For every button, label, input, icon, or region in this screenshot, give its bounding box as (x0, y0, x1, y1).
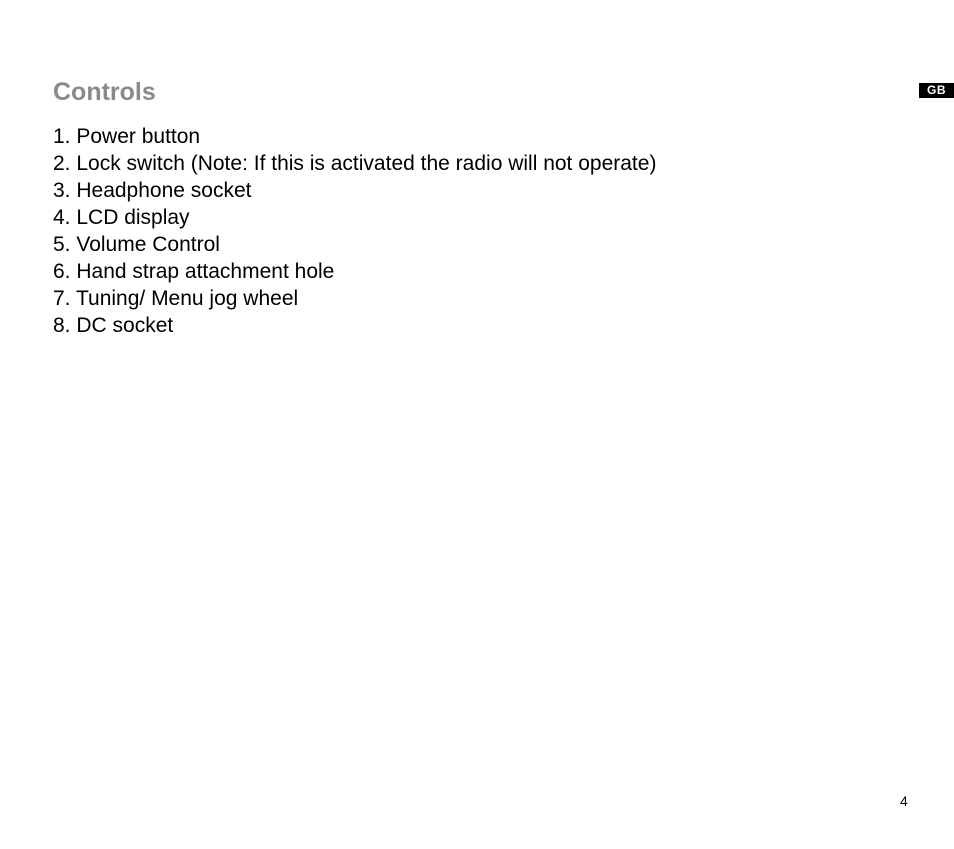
list-item: 6. Hand strap attachment hole (53, 260, 335, 283)
list-item: 8. DC socket (53, 314, 174, 337)
list-item: 5. Volume Control (53, 233, 220, 256)
list-item: 1. Power button (53, 125, 201, 148)
page-title: Controls (53, 78, 156, 106)
list-item: 2. Lock switch (Note: If this is activated the radio will not operate) (53, 152, 657, 175)
list-item: 4. LCD display (53, 206, 190, 229)
controls-list (53, 123, 656, 339)
list-item: 3. Headphone socket (53, 179, 252, 202)
language-badge: GB (919, 83, 954, 98)
list-item: 7. Tuning/ Menu jog wheel (53, 287, 299, 310)
page-number: 4 (900, 793, 908, 809)
